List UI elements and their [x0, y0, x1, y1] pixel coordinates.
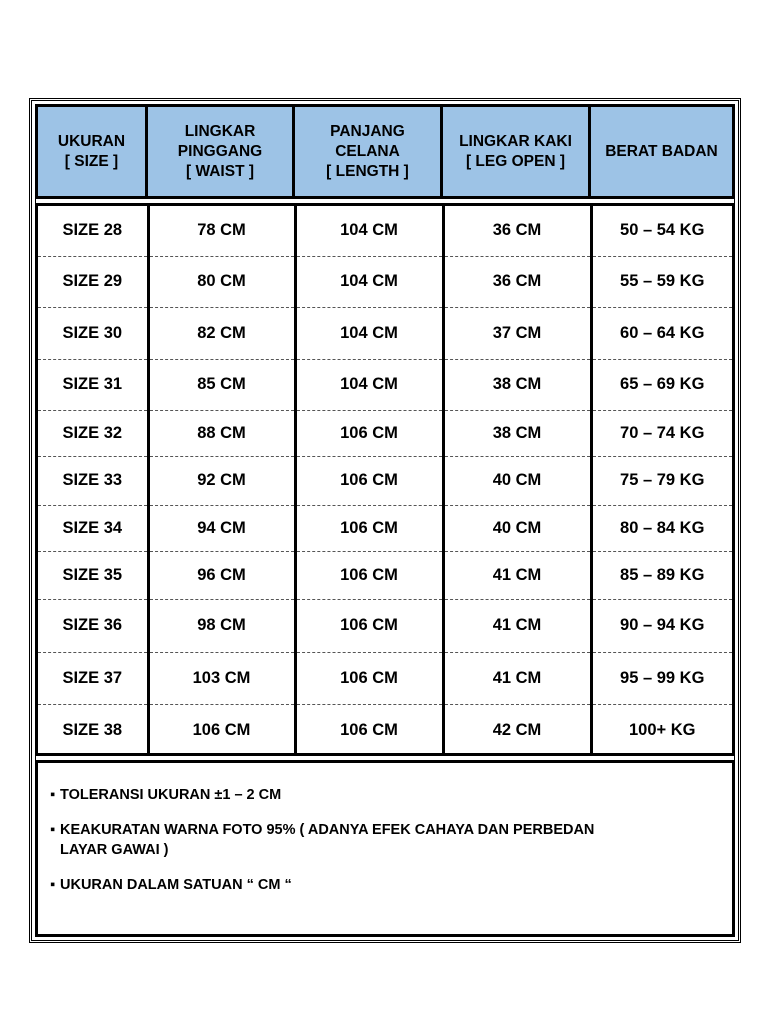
table-row	[38, 551, 732, 599]
header-lines	[459, 132, 572, 172]
cell-waist: 80 CM	[148, 256, 295, 307]
table-row	[38, 704, 732, 756]
cell-waist: 94 CM	[148, 505, 295, 551]
cell-waist: 88 CM	[148, 410, 295, 456]
cell-weight: 70 – 74 KG	[591, 410, 732, 456]
header-line: BERAT BADAN	[605, 142, 718, 160]
cell-waist: 98 CM	[148, 599, 295, 652]
cell-size: SIZE 37	[38, 652, 148, 704]
cell-waist: 92 CM	[148, 456, 295, 505]
bullet-icon: ▪	[50, 822, 56, 838]
table-row	[38, 456, 732, 505]
cell-weight: 100+ KG	[629, 720, 696, 739]
cell-leg-open: 42 CM	[443, 704, 591, 756]
header-lines	[178, 122, 262, 182]
table-row	[38, 410, 732, 456]
header-line: PANJANG	[330, 122, 405, 140]
table-row	[38, 206, 732, 256]
header-line: PINGGANG	[177, 142, 263, 160]
cell-size: SIZE 35	[38, 551, 148, 599]
cell-size: SIZE 34	[38, 505, 148, 551]
header-line: CELANA	[335, 142, 400, 160]
cell-waist: 85 CM	[148, 359, 295, 410]
table-row	[38, 505, 732, 551]
cell-leg-open: 41 CM	[443, 599, 591, 652]
cell-leg-open: 40 CM	[443, 505, 591, 551]
bullet-icon: ▪	[50, 877, 56, 893]
cell-length: 106 CM	[295, 551, 443, 599]
cell-leg-open: 40 CM	[443, 456, 591, 505]
cell-weight: 95 – 99 KG	[591, 652, 732, 704]
size-chart-header	[35, 104, 735, 199]
cell-weight: 65 – 69 KG	[591, 359, 732, 410]
cell-length: 106 CM	[295, 704, 443, 756]
cell-leg-open: 37 CM	[443, 307, 591, 359]
cell-size: SIZE 30	[38, 307, 148, 359]
header-line: LINGKAR KAKI	[459, 132, 572, 150]
cell-size: SIZE 29	[38, 256, 148, 307]
header-cell-waist	[148, 107, 295, 196]
cell-weight: 90 – 94 KG	[591, 599, 732, 652]
cell-size: SIZE 32	[38, 410, 148, 456]
cell-length: 106 CM	[295, 456, 443, 505]
cell-leg-open: 36 CM	[443, 256, 591, 307]
header-cell-length	[295, 107, 443, 196]
note-item	[50, 785, 732, 805]
cell-size: SIZE 31	[38, 359, 148, 410]
cell-length: 104 CM	[295, 206, 443, 256]
cell-waist: 106 CM	[148, 704, 295, 756]
header-line: [ LENGTH ]	[326, 162, 409, 180]
note-text: UKURAN DALAM SATUAN “ CM “	[60, 877, 292, 893]
cell-size: SIZE 28	[38, 206, 148, 256]
header-cell-size	[38, 107, 148, 196]
cell-weight: 55 – 59 KG	[591, 256, 732, 307]
cell-leg-open: 41 CM	[443, 652, 591, 704]
header-lines	[58, 132, 125, 172]
cell-leg-open: 38 CM	[443, 359, 591, 410]
cell-length: 104 CM	[295, 307, 443, 359]
note-item	[50, 820, 732, 860]
cell-length: 106 CM	[295, 410, 443, 456]
cell-length: 106 CM	[295, 599, 443, 652]
header-cell-leg-open	[443, 107, 591, 196]
cell-leg-open: 38 CM	[443, 410, 591, 456]
cell-size: SIZE 36	[38, 599, 148, 652]
cell-leg-open: 36 CM	[443, 206, 591, 256]
cell-waist: 103 CM	[148, 652, 295, 704]
header-line: [ SIZE ]	[64, 152, 119, 170]
size-table	[38, 206, 732, 756]
note-item	[50, 875, 732, 895]
cell-length: 104 CM	[295, 256, 443, 307]
size-table-container	[35, 203, 735, 756]
bullet-icon: ▪	[50, 787, 56, 803]
table-row	[38, 307, 732, 359]
header-line: [ WAIST ]	[185, 162, 255, 180]
cell-weight: 85 – 89 KG	[591, 551, 732, 599]
cell-weight: 80 – 84 KG	[591, 505, 732, 551]
table-row	[38, 652, 732, 704]
note-text: KEAKURATAN WARNA FOTO 95% ( ADANYA EFEK CAHAYA DAN PERBEDAN LAYAR GAWAI )	[60, 822, 595, 858]
note-text: TOLERANSI UKURAN ±1 – 2 CM	[60, 787, 282, 803]
cell-length: 104 CM	[295, 359, 443, 410]
header-lines	[326, 122, 409, 182]
cell-length: 106 CM	[295, 505, 443, 551]
cell-weight: 75 – 79 KG	[591, 456, 732, 505]
table-row	[38, 256, 732, 307]
header-lines	[605, 142, 718, 162]
header-line: [ LEG OPEN ]	[465, 152, 566, 170]
cell-size: SIZE 33	[38, 456, 148, 505]
header-cell-weight	[591, 107, 732, 196]
cell-waist: 78 CM	[148, 206, 295, 256]
cell-length: 106 CM	[295, 652, 443, 704]
cell-waist: 96 CM	[148, 551, 295, 599]
cell-size: SIZE 38	[38, 704, 148, 756]
header-line: LINGKAR	[184, 122, 256, 140]
cell-weight: 60 – 64 KG	[591, 307, 732, 359]
cell-waist: 82 CM	[148, 307, 295, 359]
cell-weight: 50 – 54 KG	[591, 206, 732, 256]
table-row	[38, 599, 732, 652]
notes-box	[35, 760, 735, 937]
header-line: UKURAN	[57, 132, 126, 150]
size-table-body	[38, 206, 732, 756]
table-row	[38, 359, 732, 410]
cell-leg-open: 41 CM	[443, 551, 591, 599]
